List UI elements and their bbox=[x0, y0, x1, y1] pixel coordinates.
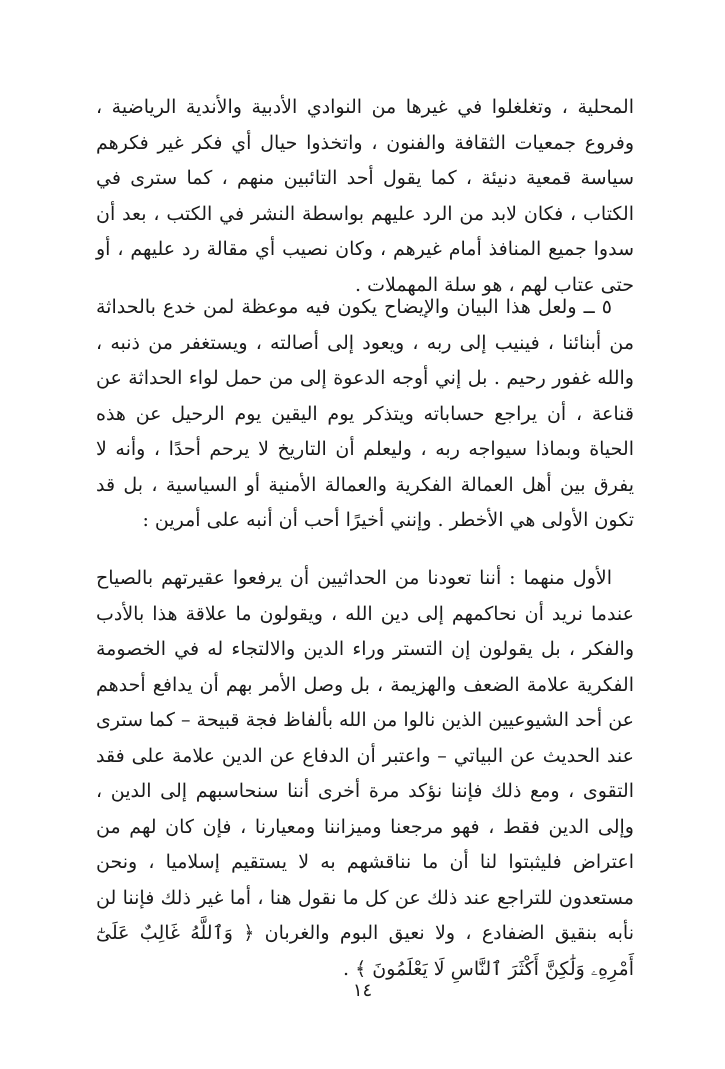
page-number: ١٤ bbox=[352, 980, 373, 1001]
paragraph-2-text: ٥ ــ ولعل هذا البيان والإيضاح يكون فيه موعظة لمن خدع بالحداثة من أبنائنا ، فينيب إلى ربه ، ويعود إلى أصالته ، ويستغفر من ذنبه ، والله غفور رحيم . بل إني أوجه الدعوة إلى من حمل لواء الحداثة عن قناعة ، أن يراجع حساباته ويتذكر يوم اليقين يوم الرحيل عن هذه الحياة وبماذا سيواجه ربه ، وليعلم أن التاريخ لا يرحم أحدًا ، وأنه لا يفرق بين أهل العمالة الفكرية والعمالة الأمنية أو السياسية ، بل قد تكون الأولى هي الأخطر . وإنني أخيرًا أحب أن أنبه على أمرين : bbox=[96, 296, 634, 531]
paragraph-3-text: الأول منهما : أننا تعودنا من الحداثيين أن يرفعوا عقيرتهم بالصياح عندما نريد أن نحاكمهم إلى دين الله ، ويقولون ما علاقة هذا بالأدب والفكر ، بل يقولون إن التستر وراء الدين والالتجاء له في الخصومة الفكرية علامة الضعف والهزيمة ، بل وصل الأمر بهم أن يدافع أحدهم عن أحد الشيوعيين الذين نالوا من الله بألفاظ فجة قبيحة – كما سترى عند الحديث عن البياتي – واعتبر أن الدفاع عن الدين علامة على فقد التقوى ، ومع ذلك فإننا نؤكد مرة أخرى أننا سنحاسبهم إلى الدين ، وإلى الدين فقط ، فهو مرجعنا وميزاننا ومعيارنا ، فإن كان لهم من اعتراض فليثبتوا لنا أن ما نناقشهم به لا يستقيم إسلاميا ، ونحن مستعدون للتراجع عند ذلك عن كل ما نقول هنا ، أما غير ذلك فإننا لن نأبه بنقيق الضفادع ، ولا نعيق البوم والغربان ﴿ وَٱللَّهُ غَالِبٌ عَلَىٰٓ أَمْرِهِۦ وَلَٰكِنَّ أَكْثَرَ ٱلنَّاسِ لَا يَعْلَمُونَ ﴾ . bbox=[96, 567, 634, 980]
paragraph-1-text: المحلية ، وتغلغلوا في غيرها من النوادي الأدبية والأندية الرياضية ، وفروع جمعيات الثقافة والفنون ، واتخذوا حيال أي فكر غير فكرهم سياسة قمعية دنيئة ، كما يقول أحد التائبين منهم ، كما سترى في الكتاب ، فكان لابد من الرد عليهم بواسطة النشر في الكتب ، بعد أن سدوا جميع المنافذ أمام غيرهم ، وكان نصيب أي مقالة رد عليهم ، أو حتى عتاب لهم ، هو سلة المهملات . bbox=[96, 96, 634, 296]
paragraph-continuation bbox=[96, 90, 634, 303]
paragraph-first-matter bbox=[96, 561, 634, 987]
paragraph-point-5 bbox=[96, 290, 634, 539]
